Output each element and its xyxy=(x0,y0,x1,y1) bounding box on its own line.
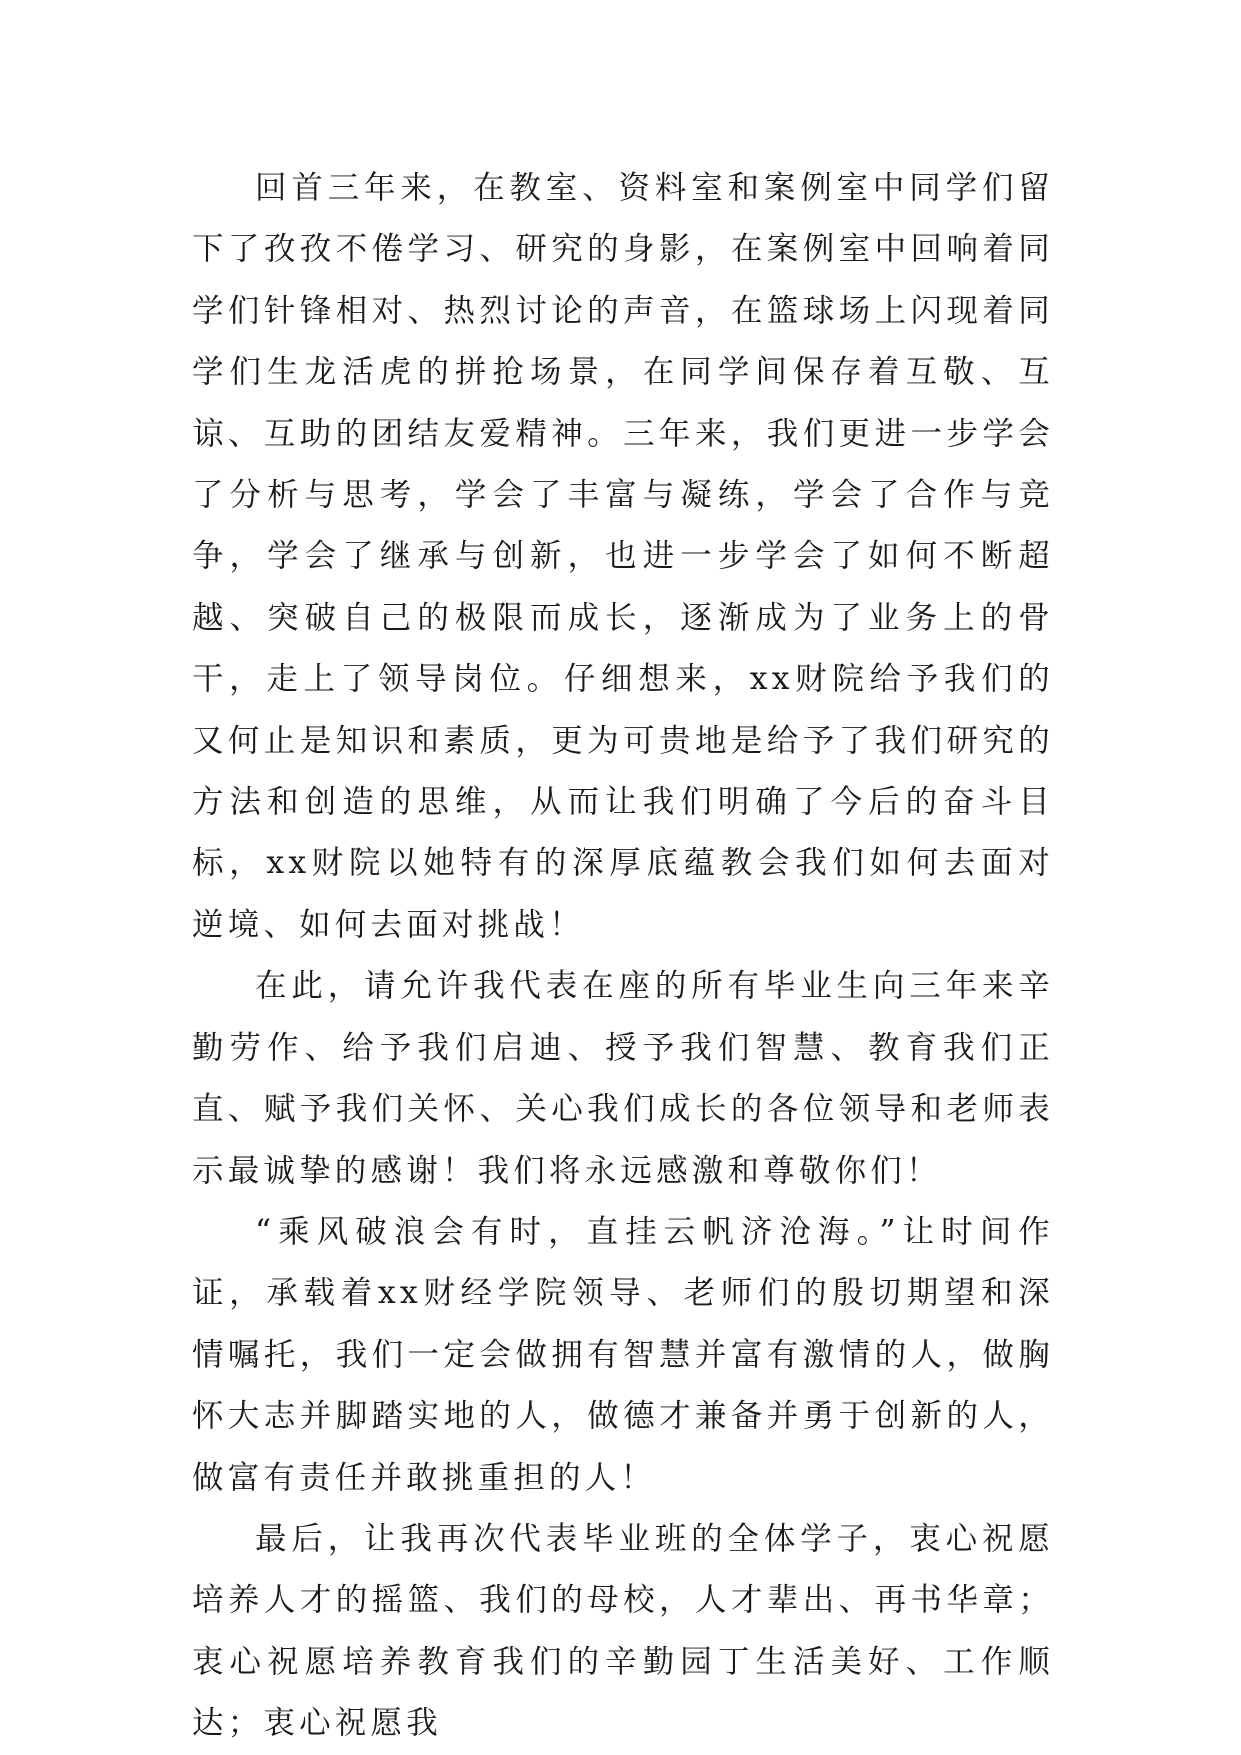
paragraph-gratitude: 在此，请允许我代表在座的所有毕业生向三年来辛勤劳作、给予我们启迪、授予我们智慧、教育我们正直、赋予我们关怀、关心我们成长的各位领导和老师表示最诚挚的感谢！我们将永远感激和尊敬你们！ xyxy=(192,968,1054,1189)
paragraph-closing-wishes: 最后，让我再次代表毕业班的全体学子，衷心祝愿培养人才的摇篮、我们的母校，人才辈出、再书华章；衷心祝愿培养教育我们的辛勤园丁生活美好、工作顺达；衷心祝愿我 xyxy=(192,1520,1054,1742)
paragraph-resolution: “乘风破浪会有时，直挂云帆济沧海。”让时间作证，承载着xx财经学院领导、老师们的殷切期望和深情嘱托，我们一定会做拥有智慧并富有激情的人，做胸怀大志并脚踏实地的人，做德才兼备并勇于创新的人，做富有责任并敢挑重担的人！ xyxy=(192,1213,1054,1496)
document-body xyxy=(192,158,1054,1755)
paragraph-reflection: 回首三年来，在教室、资料室和案例室中同学们留下了孜孜不倦学习、研究的身影，在案例室中回响着同学们针锋相对、热烈讨论的声音，在篮球场上闪现着同学们生龙活虎的拼抢场景，在同学间保存着互敬、互谅、互助的团结友爱精神。三年来，我们更进一步学会了分析与思考，学会了丰富与凝练，学会了合作与竞争，学会了继承与创新，也进一步学会了如何不断超越、突破自己的极限而成长，逐渐成为了业务上的骨干，走上了领导岗位。仔细想来，xx财院给予我们的又何止是知识和素质，更为可贵地是给予了我们研究的方法和创造的思维，从而让我们明确了今后的奋斗目标，xx财院以她特有的深厚底蕴教会我们如何去面对逆境、如何去面对挑战！ xyxy=(192,170,1054,943)
